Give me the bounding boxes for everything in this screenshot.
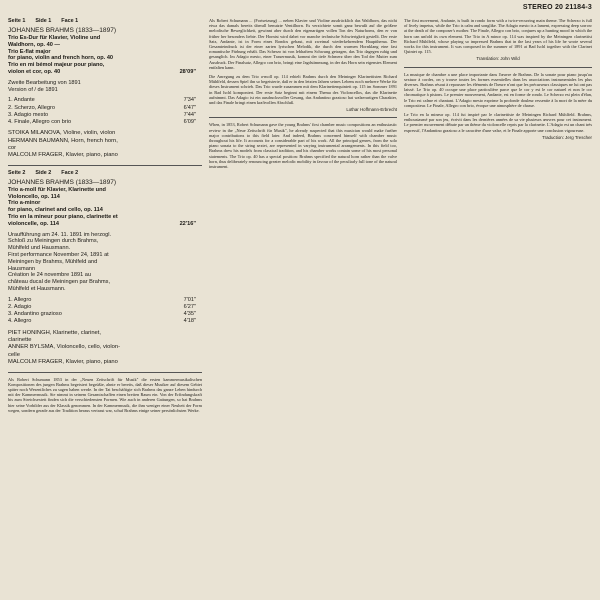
english-text: When, in 1853, Robert Schumann gave the young Brahms' first chamber music compositions an enthusiastic review in the „Neue Zeitschrift für Musik", he already suspected that this musician would make further major contributions to this field later. And indeed, Brahms concerned himself with chamber music throughout his life. It accounts for a considerable part of his work. All the principal genres, from the solo piano sonata to the string sextet, are represented in varying instrumental arrangements. In this field too, Brahms drew his models from classical tradition, and his chamber works contain some of his most personal statements. The Trio op. 40 has a special position: Brahms specified the natural horn rather than the valve horn, thus deliberately renouncing greater melodic mobility in favour of the peculiarly full tone of the natural instrument. (209, 122, 397, 170)
french-text: La musique de chambre a une place importante dans l'œuvre de Brahms. De la sonate pour piano jusqu'au sextuor à cordes, on y trouve toutes les formes essentielles dans les associations instrumentales les plus diverses. Brahms résout à repousser les éléments de l'heure n'ont que les précurseurs classiques ne lui ont pas laissé. Le Trio op. 40 occupe une place particulière parce que le cor y est le cor naturel et non le cor chromatique à pistons. Le premier mouvement, Andante, est en forme de rondo. Le Scherzo est plein d'élan, le Trio est calme et chantant. L'Adagio mesto exprime la profonde douleur ressentie à la mort de la mère du compositeur. Le Finale, Allegro con brio, évoque une atmosphère de chasse. (404, 71, 592, 108)
track-row: 3. Adagio mesto 7'44" (8, 111, 196, 118)
english-translator: Translation: John Wild (476, 56, 520, 62)
side2-labels: Seite 2 Side 2 Face 2 (8, 169, 79, 176)
german-text-trio114: Die Anregung zu dem Trio a-moll op. 114 erhielt Brahms durch den Meininger Klarinettisten Richard Mühlfeld, dessen Spiel ihn so begeisterte, daß er in den letzten Jahren seines Lebens noch mehrere Werke für dieses Instrument schrieb. Das Trio wurde zusammen mit dem Klarinettenquintett op. 115 im Sommer 1891 in Bad Ischl komponiert. Der erste Satz beginnt mit einem Thema des Violoncellos, das die Klarinette aufnimmt. Das Adagio ist ein ausdrucksvoller Gesang, das Andantino grazioso hat walzerartigen Charakter, und das Finale bringt einen kraftvollen Abschluß. (209, 74, 397, 106)
divider (8, 372, 202, 373)
divider (404, 67, 592, 68)
side2-composer: JOHANNES BRAHMS (1833—1897) (8, 178, 117, 186)
track-row: 4. Allegro 4'18" (8, 318, 196, 325)
side2-duration: 22'16" (179, 220, 196, 227)
french-translator: Traduction: Jerg Trescher (542, 134, 592, 140)
french-text-trio114: Le Trio en la mineur op. 114 fut inspiré par le clarinettiste de Meiningen Richard Mühlfeld. Brahms, enthousiasmé par son jeu, écrivit dans les dernières années de sa vie plusieurs œuvres pour cet instrument. Le premier mouvement débute par un thème du violoncelle repris par la clarinette. L'Adagio est un chant très expressif, l'Andantino grazioso a le caractère d'une valse, et le Finale apporte une conclusion vigoureuse. (404, 112, 592, 133)
track-row: 1. Andante 7'34" (8, 97, 196, 104)
side1-label-en: Side 1 (35, 18, 52, 24)
side1-label-de: Seite 1 (8, 18, 26, 24)
side1-version: Zweite Bearbeitung von 1891 Version of / de 1891 (8, 79, 81, 93)
column-right (404, 18, 592, 140)
side2-premiere: Uraufführung am 24. 11. 1891 im herzogl. Schloß zu Meiningen durch Brahms, Mühlfeld und Hausmann. First performance November 24, 1891 at Meiningen by Brahms, Mühlfeld and Hausmann Création le 24 novembre 1891 au château ducal de Meiningen par Brahms, Mühlfeld et Hausmann. (8, 231, 112, 292)
divider (209, 117, 397, 118)
column-left (8, 18, 202, 413)
side1-duration: 28'09" (179, 68, 196, 75)
divider (8, 165, 202, 166)
side2-tracklist (8, 297, 202, 326)
side1-label-fr: Face 1 (61, 18, 79, 24)
track-row: 1. Allegro 7'01" (8, 296, 196, 303)
side1-composer: JOHANNES BRAHMS (1833—1897) (8, 27, 117, 34)
side1-labels (8, 18, 202, 25)
side2-work: Trio a-moll für Klavier, Klarinette und Violoncello, op. 114 Trio a-minor for piano, clarinet and cello, op. 114 Trio en la mineur pour piano, clarinette et violoncelle, op. 114 22'16" (8, 186, 196, 227)
catalog-number: STEREO 20 21184-3 (522, 4, 592, 11)
track-row: 2. Scherzo, Allegro 6'47" (8, 104, 196, 111)
track-row: 4. Finale, Allegro con brio 6'09" (8, 118, 196, 125)
german-text-cont: Als Robert Schumann ... (Fortsetzung) ... neben Klavier und Violine ausdrücklich das Waldhorn, das nicht etwa das damals bereits überall benutzte Ventilhorn. Es verzichtete somit ganz bewußt auf die größere melodische Beweglichkeit, gewinnt aber durch den eigenartigen vollen Ton des Naturhorns, den er von früher her besonders liebte. Der Hornist wird dabei vor manche technische Schwierigkeit gestellt. Der erste Satz, Andante, ist in Form eines Rondos gebaut, mit zweimal wiederkehrendem Hauptthema. Der Gesamteindruck ist der einer zarten lyrischen Melodik, die durch den warmen Hornklang eine fast romantische Färbung erhält. Das Scherzo ist von lebhaftem Schwung getragen, das Trio dagegen ruhig und gesanglich. Im Adagio mesto, einer Trauermusik, kommt der tiefe Schmerz über den Tod der Mutter zum Ausdruck. Der Finalsatz, Allegro con brio, bringt eine Jagdstimmung, in der das Horn sein eigenstes Element entfalten kann. (209, 18, 397, 70)
german-author: Lothar Hoffmann-Erbrecht (346, 107, 397, 113)
track-row: 2. Adagio 6'27" (8, 303, 196, 310)
track-row: 3. Andantino grazioso 4'35" (8, 311, 196, 318)
side1-tracklist (8, 97, 202, 126)
german-intro-text: Als Robert Schumann 1853 in der „Neuen Zeitschrift für Musik" die ersten kammermusikalischen Kompositionen des jungen Brahms begeistert begrüßte, ahnte er bereits, daß dieser Musiker auf diesem Gebiet später noch Wesentliches zu sagen haben werde. In der Tat beschäftigte sich Brahms das ganze Leben hindurch mit der Kammermusik. Sie nimmt in seinem Gesamtschaffen einen breiten Raum ein. Von der Erfindungskraft bis zum Streichsextett finden sich die verschiedensten Formen. Wie auch in anderen Gattungen, so hat Brahms hier seine Vorbilder aus der Klassik genommen. In der Kammermusik, die ihm weniger einer Neuheit der Form wegen, sondern gerade aus der Tradition heraus vertraut war, schuf Brahms einige seiner persönlichsten Werke. (8, 376, 202, 413)
column-middle (209, 18, 397, 169)
side1-work: Trio Es-Dur für Klavier, Violine und Waldhorn, op. 40 — Trio E-flat major for piano, violin and french horn, op. 40 Trio en mi bémol majeur pour piano, violon et cor, op. 40 28'09" (8, 35, 196, 75)
side1-performers: STOIKA MILANOVA, Violine, violin, violon HERMANN BAUMANN, Horn, french horn, cor MALCOLM FRAGER, Klavier, piano, piano (8, 130, 118, 159)
side2-performers: PIET HONINGH, Klarinette, clarinet, clarinette ANNER BYLSMA, Violoncello, cello, violon- celle MALCOLM FRAGER, Klavier, piano, piano (8, 329, 121, 366)
english-text-cont: The first movement, Andante, is built in rondo form with a twice-recurring main theme. The Scherzo is full of lively impetus, while the Trio is calm and songlike. The Adagio mesto is a lament, expressing deep sorrow at the death of the composer's mother. The Finale, Allegro con brio, conjures up a hunting mood in which the horn can unfold its own element. The Trio in A minor op. 114 was inspired by the Meiningen clarinettist Richard Mühlfeld, whose playing so impressed Brahms that in the last years of his life he wrote several works for this instrument. It was composed in the summer of 1891 at Bad Ischl together with the Clarinet Quintet op. 115. (404, 18, 592, 55)
